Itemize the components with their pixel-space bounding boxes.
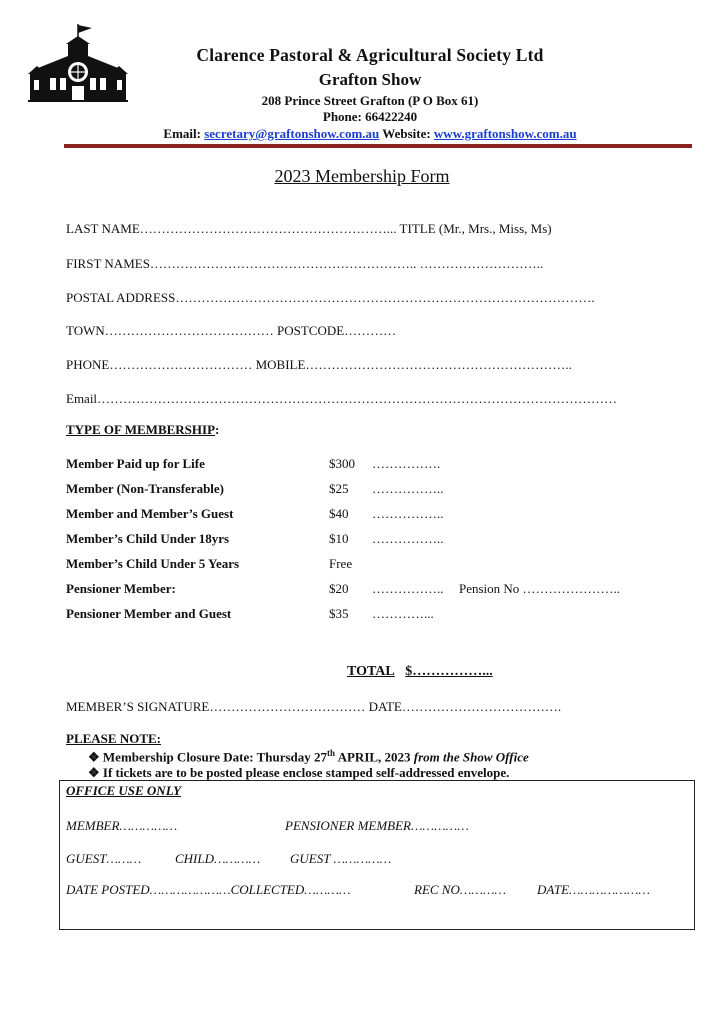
pension-number-field[interactable]: Pension No …………………..: [459, 581, 621, 596]
signature-date-field[interactable]: MEMBER’S SIGNATURE……………………………… DATE……………………………….: [66, 699, 562, 714]
membership-type: Member’s Child Under 5 Years: [66, 556, 240, 571]
membership-type: Pensioner Member and Guest: [66, 606, 232, 621]
membership-amount-field[interactable]: ……………..: [372, 481, 444, 496]
contact-line: [130, 126, 610, 142]
office-child-field[interactable]: CHILD…………: [175, 851, 261, 866]
membership-price: $10: [329, 531, 349, 546]
office-date-posted-field[interactable]: DATE POSTED…………………COLLECTED…………: [66, 882, 351, 897]
membership-price: Free: [329, 556, 353, 571]
phone: Phone: 66422240: [322, 109, 418, 124]
org-name: Clarence Pastoral & Agricultural Society Ltd: [196, 45, 544, 65]
form-title: 2023 Membership Form: [274, 166, 450, 186]
note-postage: ❖ If tickets are to be posted please enclose stamped self-addressed envelope.: [88, 765, 510, 780]
membership-type: Member (Non-Transferable): [66, 481, 225, 496]
show-name: Grafton Show: [318, 70, 422, 89]
total-line: [347, 664, 493, 680]
membership-amount-field[interactable]: ……………..: [372, 531, 444, 546]
office-guest-field[interactable]: GUEST………: [66, 851, 142, 866]
diamond-bullet-icon: ❖: [88, 749, 100, 765]
membership-amount-field[interactable]: ……………..: [372, 581, 444, 596]
membership-amount-field[interactable]: ……………..: [372, 506, 444, 521]
membership-price: $300: [329, 456, 355, 471]
office-date-field[interactable]: DATE…………………: [537, 882, 650, 897]
email-link[interactable]: secretary@graftonshow.com.au: [204, 126, 380, 141]
showground-building-icon: [28, 22, 128, 104]
office-use-heading: OFFICE USE ONLY: [66, 783, 182, 798]
header-rule: [64, 144, 692, 148]
membership-price: $35: [329, 606, 349, 621]
note-closure-date: ❖ Membership Closure Date: Thursday 27th APRIL, 2023 from the Show Office: [88, 748, 529, 765]
diamond-bullet-icon: ❖: [88, 765, 100, 780]
total-label: TOTAL: [347, 664, 395, 679]
please-note-heading: PLEASE NOTE:: [66, 731, 161, 746]
membership-type: Member’s Child Under 18yrs: [66, 531, 230, 546]
website-label: Website:: [382, 126, 431, 141]
membership-amount-field[interactable]: …………….: [372, 456, 441, 471]
first-names-field[interactable]: FIRST NAMES…………………………………………………….. ………………………..: [66, 256, 544, 271]
office-rec-no-field[interactable]: REC NO…………: [414, 882, 507, 897]
website-link[interactable]: www.graftonshow.com.au: [433, 126, 577, 141]
email-label: Email:: [163, 126, 201, 141]
last-name-field[interactable]: LAST NAME…………………………………………………... TITLE (Mr., Mrs., Miss, Ms): [66, 221, 552, 236]
membership-heading: TYPE OF MEMBERSHIP:: [66, 422, 220, 437]
phone-mobile-field[interactable]: PHONE…………………………… MOBILE……………………………………………………..: [66, 357, 572, 372]
address: 208 Prince Street Grafton (P O Box 61): [261, 93, 479, 108]
membership-price: $25: [329, 481, 349, 496]
membership-price: $20: [329, 581, 349, 596]
postal-address-field[interactable]: POSTAL ADDRESS…………………………………………………………………………………….: [66, 290, 595, 305]
town-postcode-field[interactable]: TOWN………………………………… POSTCODE…………: [66, 323, 397, 338]
membership-amount-field[interactable]: …………...: [372, 606, 434, 621]
office-guest2-field[interactable]: GUEST ……………: [290, 851, 392, 866]
office-pensioner-member-field[interactable]: PENSIONER MEMBER……………: [285, 818, 469, 833]
total-amount-field[interactable]: $……………...: [405, 664, 493, 679]
membership-type: Member and Member’s Guest: [66, 506, 234, 521]
office-member-field[interactable]: MEMBER……………: [66, 818, 178, 833]
membership-type: Member Paid up for Life: [66, 456, 205, 471]
email-field[interactable]: Email…………………………………………………………………………………………………………: [66, 391, 618, 406]
membership-type: Pensioner Member:: [66, 581, 176, 596]
membership-price: $40: [329, 506, 349, 521]
membership-heading-colon: :: [215, 422, 220, 437]
